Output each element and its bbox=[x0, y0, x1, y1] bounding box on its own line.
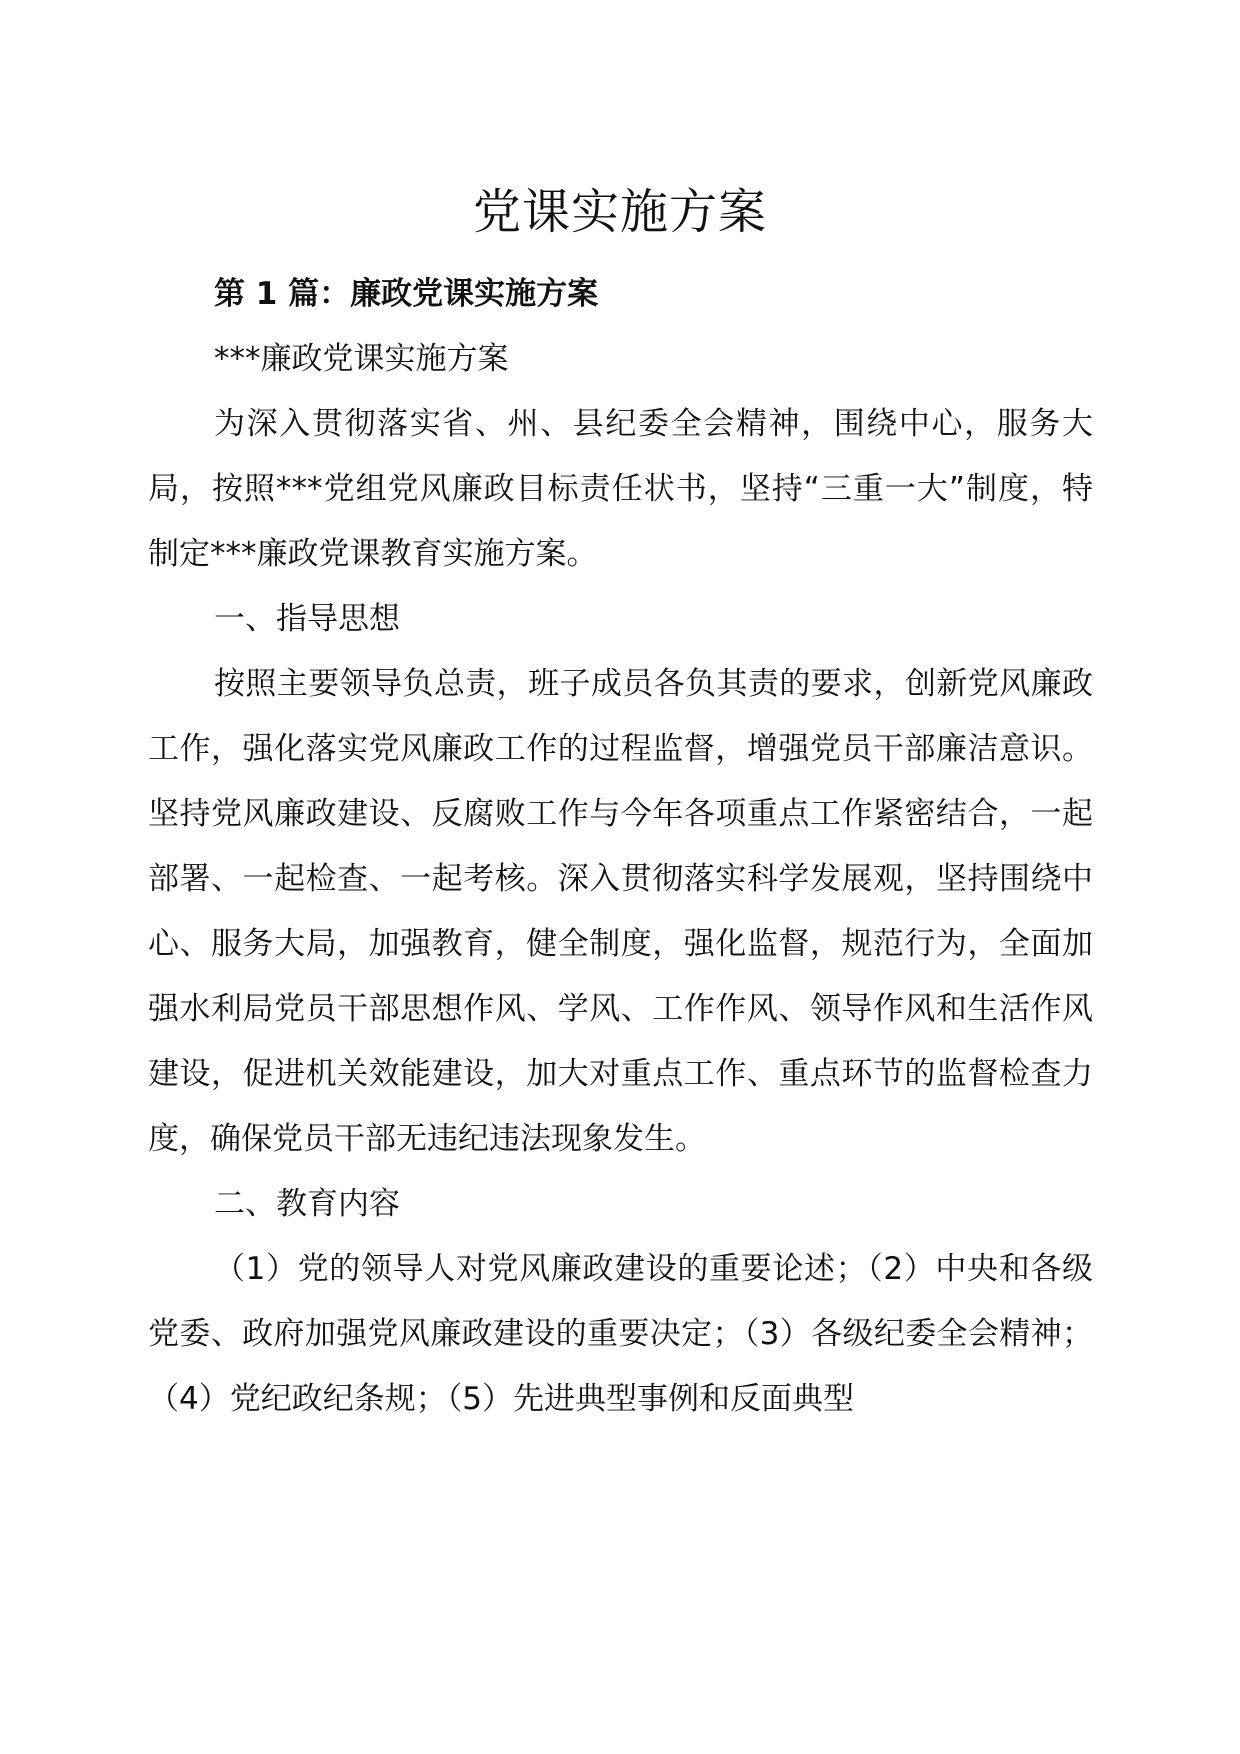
paragraph-education-content: （1）党的领导人对党风廉政建设的重要论述；（2）中央和各级党委、政府加强党风廉政建设的重要决定；（3）各级纪委全会精神；（4）党纪政纪条规；（5）先进典型事例和反面典型 bbox=[148, 1251, 1093, 1417]
paragraph-introduction: 为深入贯彻落实省、州、县纪委全会精神，围绕中心，服务大局，按照***党组党风廉政目标责任状书，坚持“三重一大”制度，特制定***廉政党课教育实施方案。 bbox=[148, 406, 1093, 572]
section-heading-guiding-ideology: 一、指导思想 bbox=[214, 601, 400, 637]
document-body bbox=[148, 262, 1093, 1432]
paragraph-guiding-ideology: 按照主要领导负总责，班子成员各负其责的要求，创新党风廉政工作，强化落实党风廉政工作的过程监督，增强党员干部廉洁意识。坚持党风廉政建设、反腐败工作与今年各项重点工作紧密结合，一起部署、一起检查、一起考核。深入贯彻落实科学发展观，坚持围绕中心、服务大局，加强教育，健全制度，强化监督，规范行为，全面加强水利局党员干部思想作风、学风、工作作风、领导作风和生活作风建设，促进机关效能建设，加大对重点工作、重点环节的监督检查力度，确保党员干部无违纪违法现象发生。 bbox=[148, 666, 1093, 1157]
paragraph-document-name: ***廉政党课实施方案 bbox=[214, 341, 509, 377]
section-heading-education-content: 二、教育内容 bbox=[214, 1186, 400, 1222]
chapter-heading: 第 1 篇：廉政党课实施方案 bbox=[214, 276, 599, 312]
document-title: 党课实施方案 bbox=[472, 184, 767, 240]
